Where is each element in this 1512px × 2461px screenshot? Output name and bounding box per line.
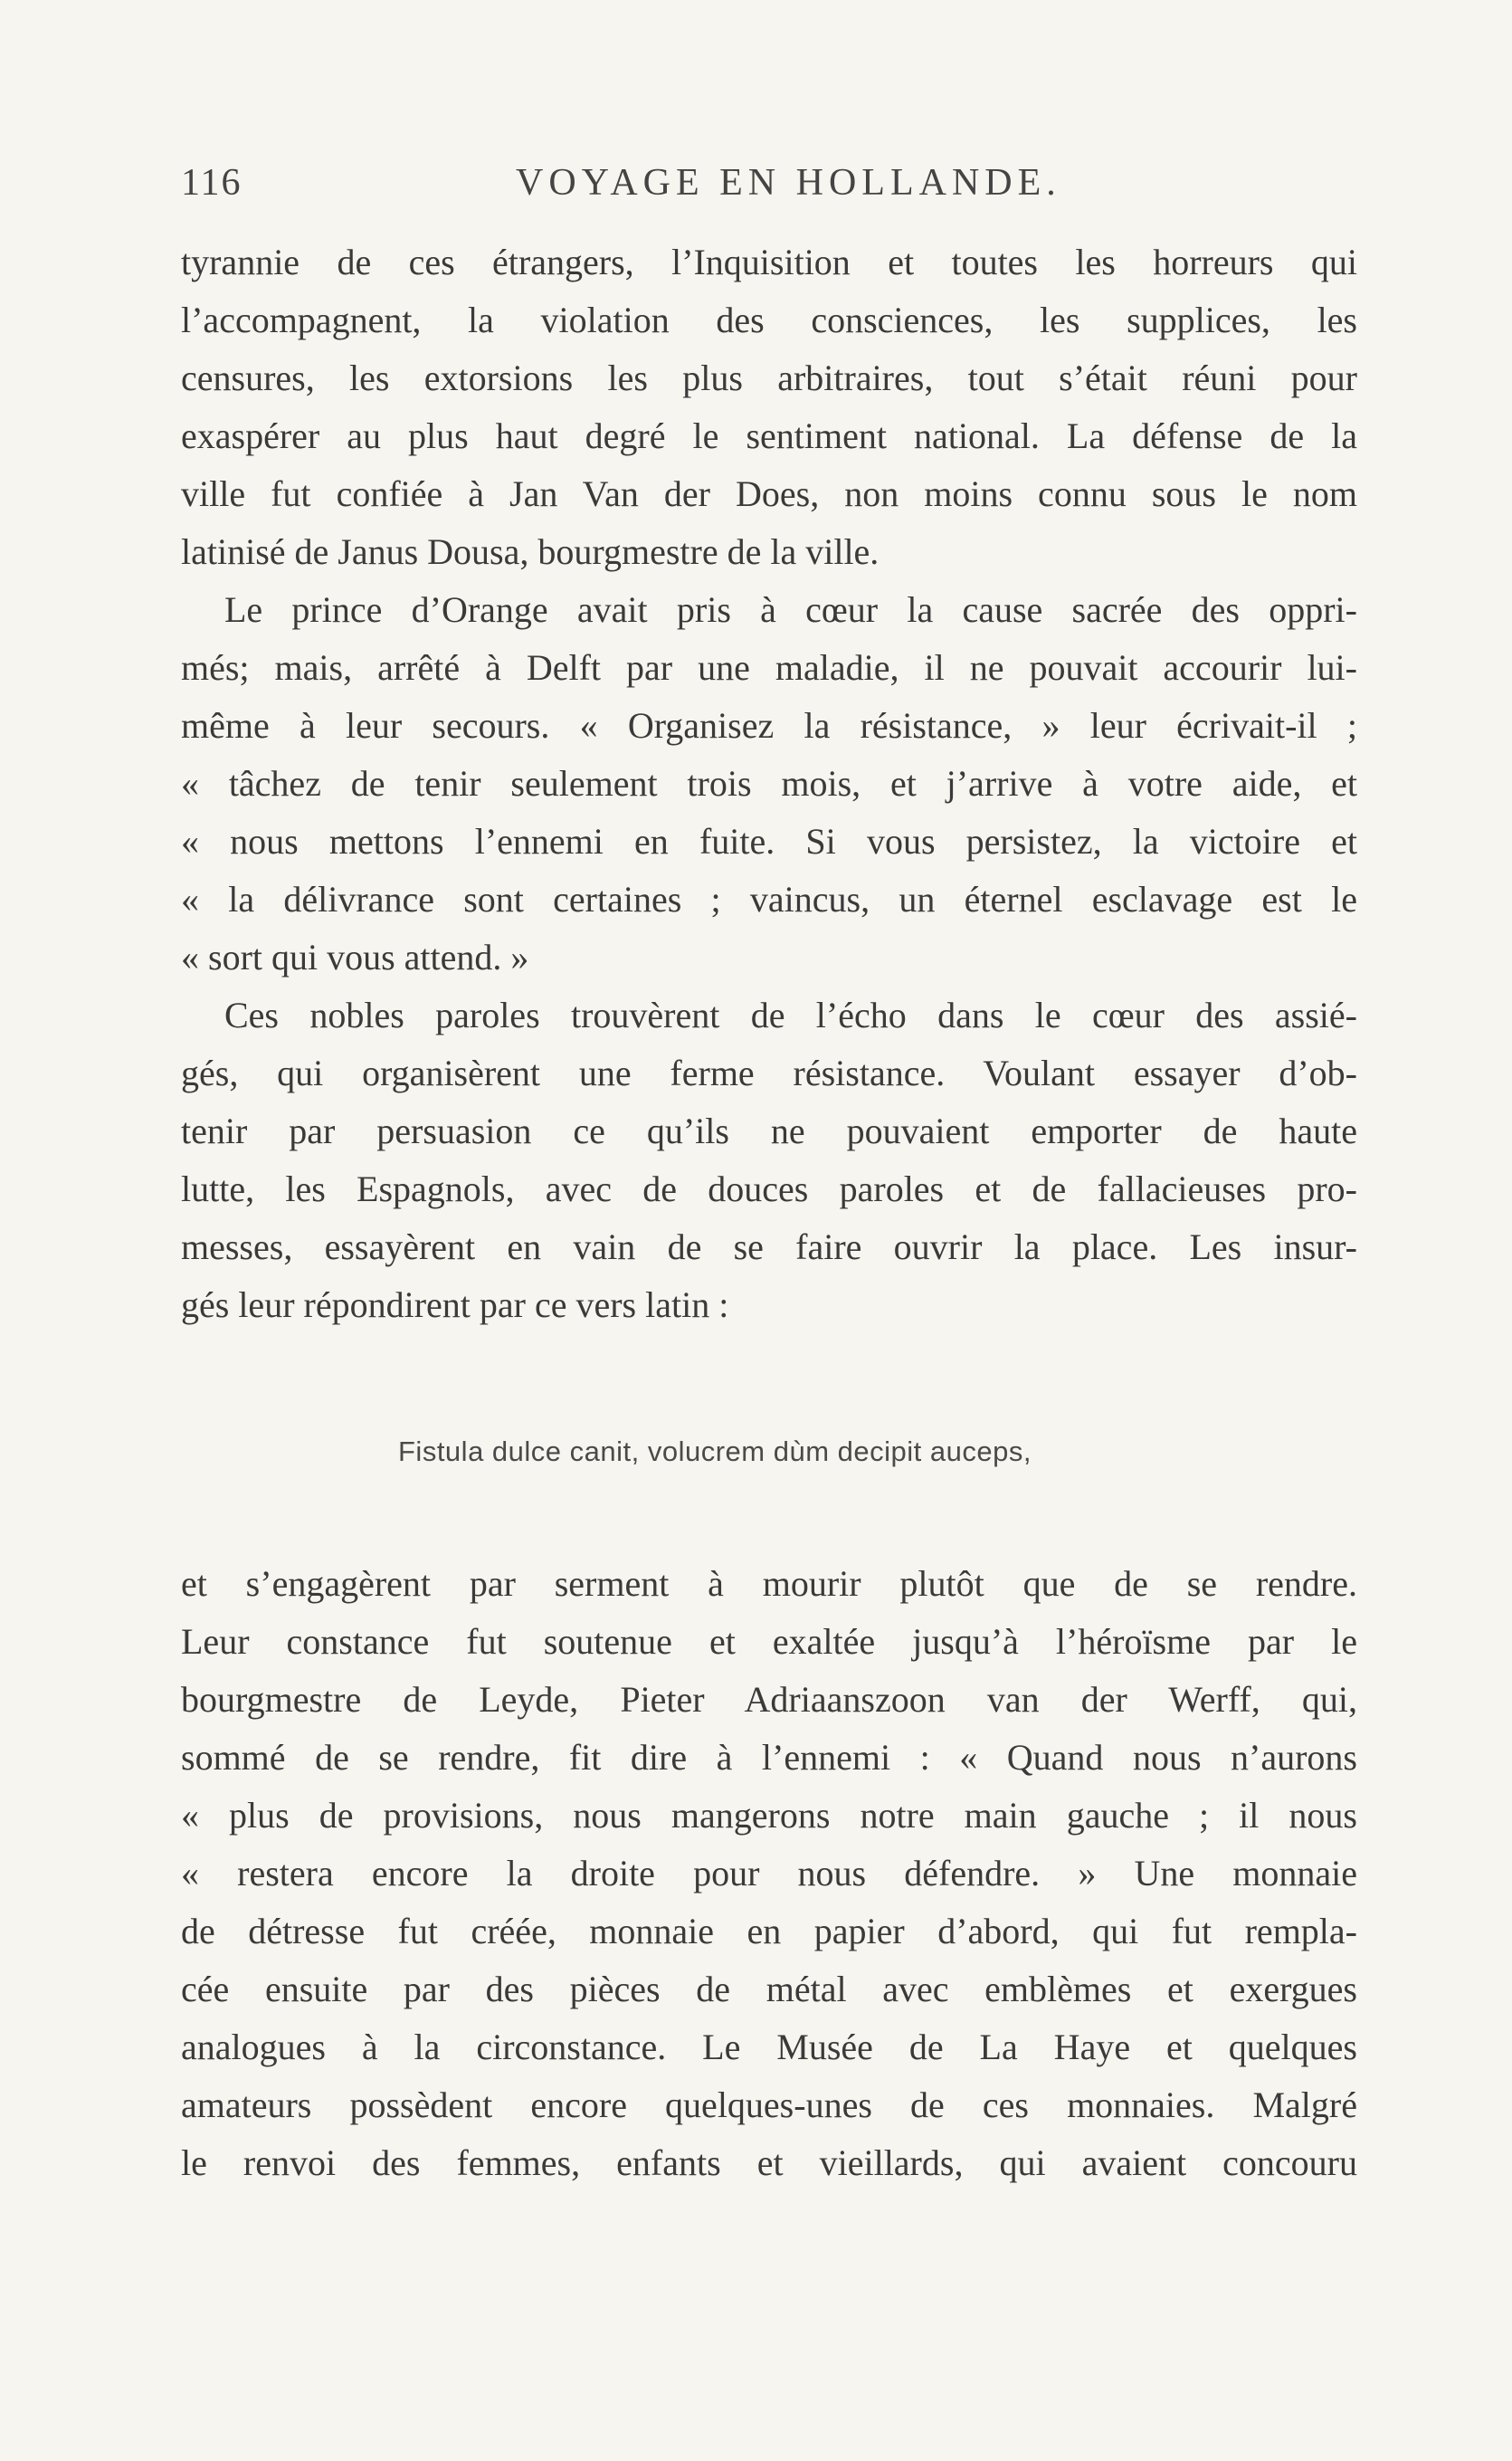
- text-line: « tâchez de tenir seulement trois mois, et j’arrive à votre aide, et: [181, 763, 1357, 804]
- body-text-lower: [181, 1555, 1357, 2192]
- text-line: tyrannie de ces étrangers, l’Inquisition et toutes les horreurs qui: [181, 242, 1357, 282]
- text-line: messes, essayèrent en vain de se faire ouvrir la place. Les insur-: [181, 1226, 1357, 1267]
- text-line: « sort qui vous attend. »: [181, 937, 529, 978]
- text-line: analogues à la circonstance. Le Musée de La Haye et quelques: [181, 2027, 1357, 2067]
- text-line: més; mais, arrêté à Delft par une maladie, il ne pouvait accourir lui-: [181, 647, 1357, 688]
- text-line: Le prince d’Orange avait pris à cœur la cause sacrée des oppri-: [224, 589, 1357, 630]
- body-text-upper: [181, 234, 1357, 1334]
- text-line: l’accompagnent, la violation des consciences, les supplices, les: [181, 300, 1357, 340]
- text-line: latinisé de Janus Dousa, bourgmestre de la ville.: [181, 531, 880, 572]
- text-line: bourgmestre de Leyde, Pieter Adriaanszoon van der Werff, qui,: [181, 1679, 1357, 1720]
- text-line: exaspérer au plus haut degré le sentiment national. La défense de la: [181, 415, 1357, 456]
- text-line: « nous mettons l’ennemi en fuite. Si vous persistez, la victoire et: [181, 821, 1357, 862]
- text-line: cée ensuite par des pièces de métal avec emblèmes et exergues: [181, 1969, 1357, 2009]
- text-line: le renvoi des femmes, enfants et vieillards, qui avaient concouru: [181, 2142, 1357, 2183]
- text-line: Ces nobles paroles trouvèrent de l’écho dans le cœur des assié-: [224, 995, 1357, 1035]
- text-line: ville fut confiée à Jan Van der Does, non moins connu sous le nom: [181, 473, 1357, 514]
- text-line: censures, les extorsions les plus arbitraires, tout s’était réuni pour: [181, 358, 1357, 398]
- text-line: « plus de provisions, nous mangerons notre main gauche ; il nous: [181, 1795, 1357, 1836]
- text-line: même à leur secours. « Organisez la résistance, » leur écrivait-il ;: [181, 705, 1357, 746]
- text-line: lutte, les Espagnols, avec de douces paroles et de fallacieuses pro-: [181, 1168, 1357, 1209]
- text-line: « la délivrance sont certaines ; vaincus, un éternel esclavage est le: [181, 879, 1357, 920]
- text-line: gés leur répondirent par ce vers latin :: [181, 1284, 729, 1325]
- page-header: [181, 161, 1357, 215]
- text-line: « restera encore la droite pour nous défendre. » Une monnaie: [181, 1853, 1357, 1893]
- page-number: 116: [181, 162, 242, 204]
- text-line: tenir par persuasion ce qu’ils ne pouvaient emporter de haute: [181, 1111, 1357, 1151]
- text-line: de détresse fut créée, monnaie en papier d’abord, qui fut rempla-: [181, 1911, 1357, 1951]
- running-title: VOYAGE EN HOLLANDE.: [516, 162, 1061, 204]
- text-line: et s’engagèrent par serment à mourir plutôt que de se rendre.: [181, 1563, 1357, 1604]
- text-line: sommé de se rendre, fit dire à l’ennemi : « Quand nous n’aurons: [181, 1737, 1357, 1778]
- text-line: gés, qui organisèrent une ferme résistance. Voulant essayer d’ob-: [181, 1053, 1357, 1093]
- text-line: amateurs possèdent encore quelques-unes de ces monnaies. Malgré: [181, 2084, 1357, 2125]
- text-line: Leur constance fut soutenue et exaltée jusqu’à l’héroïsme par le: [181, 1621, 1357, 1662]
- latin-verse: Fistula dulce canit, volucrem dùm decipit auceps,: [398, 1436, 1032, 1467]
